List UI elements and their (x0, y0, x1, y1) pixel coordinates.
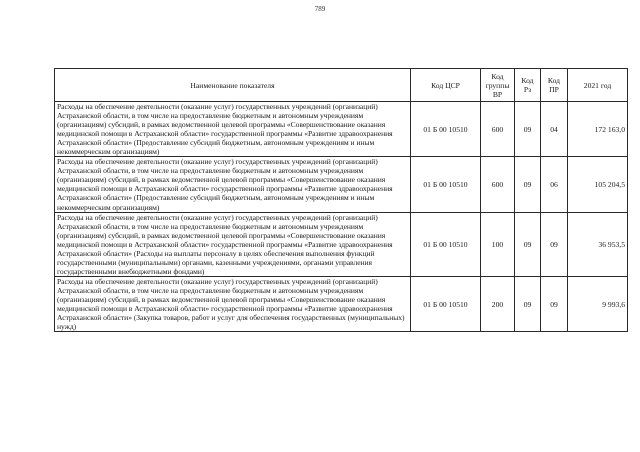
row-csr: 01 Б 00 10510 (411, 212, 481, 276)
row-vr: 600 (481, 102, 515, 157)
page-number: 789 (314, 5, 326, 13)
row-amount: 105 204,5 (568, 157, 628, 212)
header-csr: Код ЦСР (411, 69, 481, 102)
row-name: Расходы на обеспечение деятельности (оказание услуг) государственных учреждений (организаций) Астраханской области, в том числе на предоставление бюджетным и автономным учреждениям (организациям) субсидий, в рамках ведомственной целевой программы «Совершенствование оказания медицинской помощи в Астраханской области» государственной программы «Развитие здравоохранения Астраханской области» (Предоставление субсидий бюджетным, автономным учреждениям и иным некоммерческим организациям) (55, 102, 411, 157)
row-rz: 09 (515, 102, 541, 157)
table-row (55, 102, 628, 157)
row-csr: 01 Б 00 10510 (411, 276, 481, 331)
row-rz: 09 (515, 212, 541, 276)
row-csr: 01 Б 00 10510 (411, 102, 481, 157)
table-row (55, 276, 628, 331)
row-vr: 600 (481, 157, 515, 212)
header-vr: Код группы ВР (481, 69, 515, 102)
row-pr: 06 (541, 157, 568, 212)
table-row (55, 212, 628, 276)
header-name: Наименование показателя (55, 69, 411, 102)
table-row (55, 157, 628, 212)
row-pr: 09 (541, 212, 568, 276)
row-vr: 200 (481, 276, 515, 331)
budget-table (54, 68, 628, 332)
row-pr: 09 (541, 276, 568, 331)
row-pr: 04 (541, 102, 568, 157)
header-rz: Код Рз (515, 69, 541, 102)
row-amount: 36 953,5 (568, 212, 628, 276)
row-csr: 01 Б 00 10510 (411, 157, 481, 212)
header-year: 2021 год (568, 69, 628, 102)
row-name: Расходы на обеспечение деятельности (оказание услуг) государственных учреждений (организаций) Астраханской области, в том числе на предоставление бюджетным и автономным учреждениям (организациям) субсидий, в рамках ведомственной целевой программы «Совершенствование оказания медицинской помощи в Астраханской области» государственной программы «Развитие здравоохранения Астраханской области» (Расходы на выплаты персоналу в целях обеспечения выполнения функций государственными (муниципальными) органами, казенными учреждениями, органами управления государственными внебюджетными фондами) (55, 212, 411, 276)
row-amount: 172 163,0 (568, 102, 628, 157)
row-name: Расходы на обеспечение деятельности (оказание услуг) государственных учреждений (организаций) Астраханской области, в том числе на предоставление бюджетным и автономным учреждениям (организациям) субсидий, в рамках ведомственной целевой программы «Совершенствование оказания медицинской помощи в Астраханской области» государственной программы «Развитие здравоохранения Астраханской области» (Закупка товаров, работ и услуг для обеспечения государственных (муниципальных) нужд) (55, 276, 411, 331)
header-pr: Код ПР (541, 69, 568, 102)
row-rz: 09 (515, 157, 541, 212)
row-vr: 100 (481, 212, 515, 276)
table-header-row (55, 69, 628, 102)
row-name: Расходы на обеспечение деятельности (оказание услуг) государственных учреждений (организаций) Астраханской области, в том числе на предоставление бюджетным и автономным учреждениям (организациям) субсидий, в рамках ведомственной целевой программы «Совершенствование оказания медицинской помощи в Астраханской области» государственной программы «Развитие здравоохранения Астраханской области» (Предоставление субсидий бюджетным, автономным учреждениям и иным некоммерческим организациям) (55, 157, 411, 212)
row-rz: 09 (515, 276, 541, 331)
row-amount: 9 993,6 (568, 276, 628, 331)
